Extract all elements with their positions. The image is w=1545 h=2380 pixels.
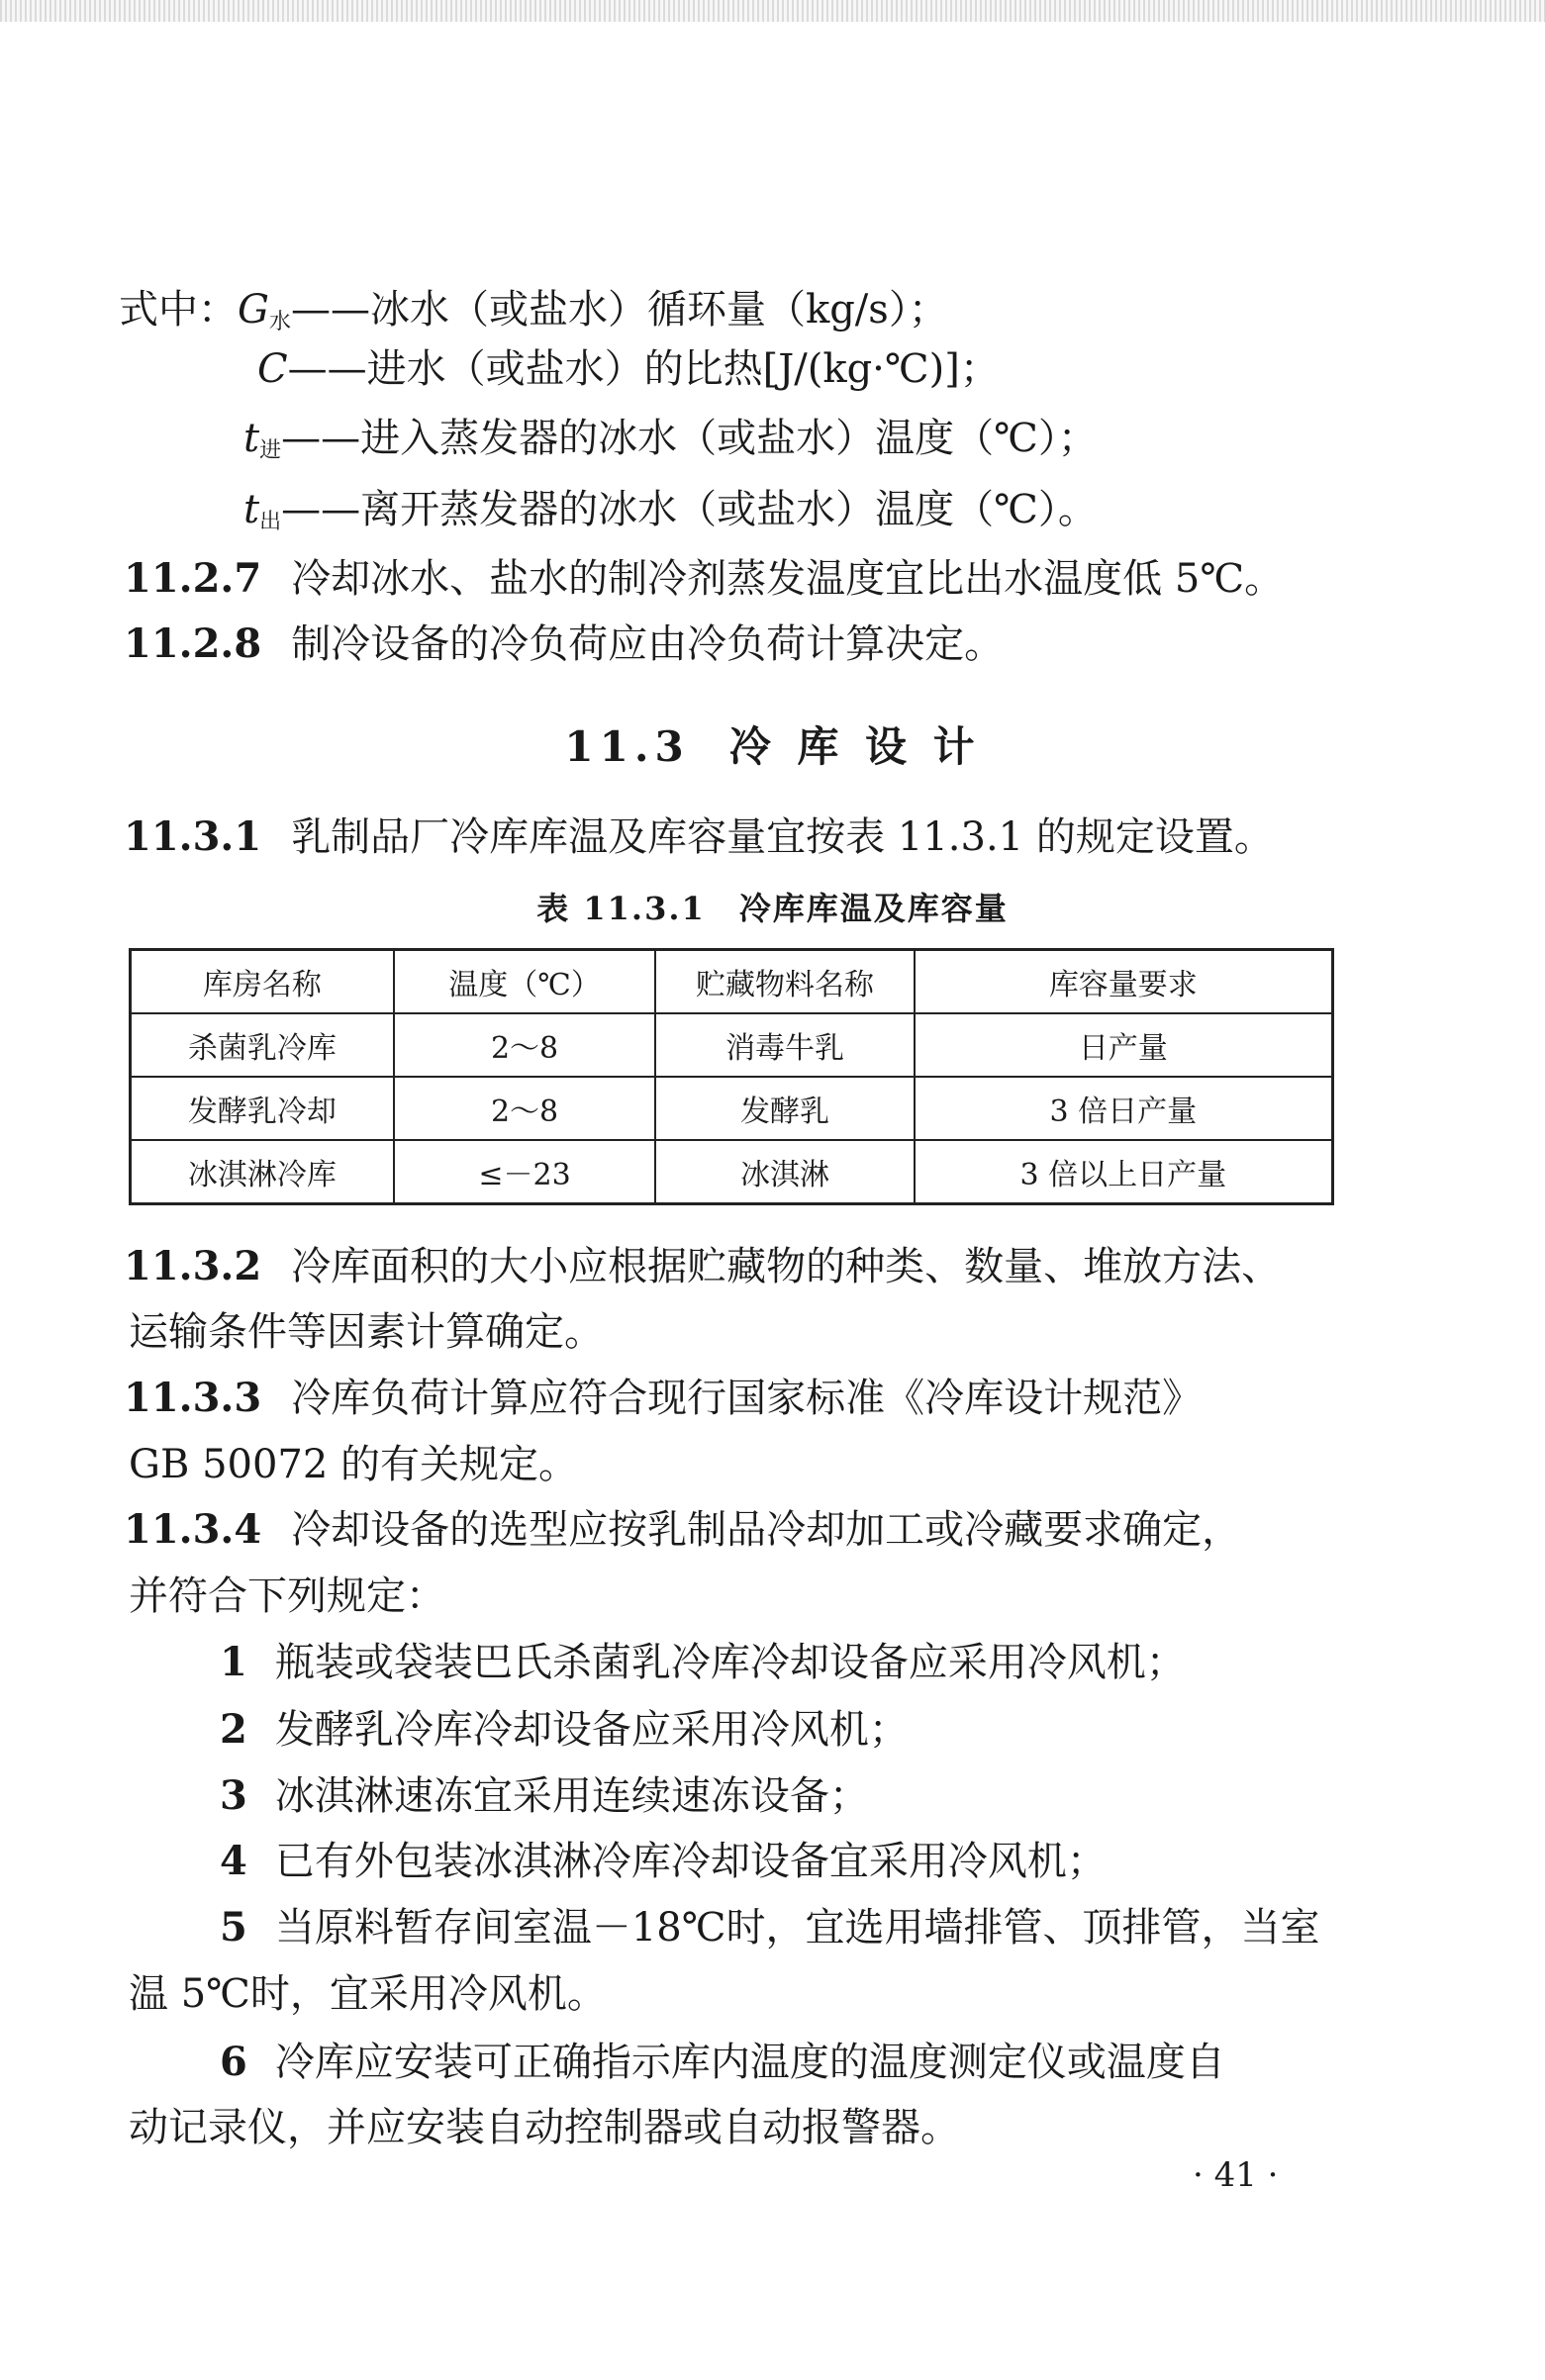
- legend-text: 冰水（或盐水）循环量（kg/s）；: [369, 287, 948, 333]
- table-cell: 冰淇淋冷库: [131, 1140, 394, 1204]
- table-row: [131, 1013, 1333, 1077]
- clause-text: GB 50072 的有关规定。: [129, 1442, 579, 1487]
- clause-text: 冷库负荷计算应符合现行国家标准《冷库设计规范》: [291, 1376, 1203, 1421]
- clause-number: 11.2.7: [124, 555, 262, 602]
- clause-11-3-1: [124, 809, 1274, 865]
- item-text: 冰淇淋速冻宜采用连续速冻设备；: [274, 1773, 869, 1819]
- table-header-row: [131, 950, 1333, 1014]
- table-cell: 2～8: [394, 1077, 656, 1140]
- table-cell: 发酵乳: [655, 1077, 914, 1140]
- item-text: 冷库应安装可正确指示库内温度的温度测定仪或温度自: [274, 2040, 1225, 2085]
- legend-dash: ——: [281, 416, 361, 461]
- legend-text: 离开蒸发器的冰水（或盐水）温度（℃）。: [360, 487, 1098, 532]
- header-cell: 贮藏物料名称: [655, 950, 914, 1014]
- legend-subscript: 进: [259, 438, 282, 463]
- list-item-cont: [129, 2100, 960, 2155]
- clause-11-3-3-cont: [129, 1437, 578, 1492]
- legend-dash: ——: [290, 287, 370, 333]
- list-item-cont: [129, 1966, 607, 2022]
- formula-legend-row-2: [257, 341, 1000, 397]
- table-cell: 3 倍以上日产量: [915, 1140, 1333, 1204]
- formula-legend-row-3: [243, 411, 1098, 479]
- clause-text: 冷却冰水、盐水的制冷剂蒸发温度宜比出水温度低 5℃。: [291, 556, 1285, 602]
- item-number: 5: [220, 1904, 247, 1951]
- legend-symbol: G: [238, 287, 269, 333]
- item-number: 3: [220, 1772, 247, 1819]
- legend-subscript: 出: [259, 510, 282, 534]
- legend-subscript: 水: [268, 310, 291, 334]
- legend-symbol: C: [257, 346, 288, 392]
- item-number: 4: [220, 1838, 247, 1884]
- header-cell: 库容量要求: [915, 950, 1333, 1014]
- table-cell: 发酵乳冷却: [131, 1077, 394, 1140]
- item-text: 瓶装或袋装巴氏杀菌乳冷库冷却设备应采用冷风机；: [274, 1640, 1186, 1685]
- clause-number: 11.3.2: [124, 1243, 262, 1289]
- list-item: [220, 1635, 1186, 1690]
- clause-number: 11.2.8: [124, 620, 262, 667]
- clause-11-3-2-cont: [129, 1304, 604, 1360]
- item-text: 已有外包装冰淇淋冷库冷却设备宜采用冷风机；: [274, 1839, 1107, 1884]
- legend-text: 进水（或盐水）的比热[J/(kg·℃)]；: [366, 346, 1000, 392]
- clause-number: 11.3.1: [124, 813, 262, 860]
- table-cell: 杀菌乳冷库: [131, 1013, 394, 1077]
- legend-dash: ——: [281, 487, 361, 532]
- legend-dash: ——: [287, 346, 367, 392]
- list-item: [220, 2035, 1225, 2090]
- storage-table: [129, 948, 1334, 1205]
- legend-intro: 式中：: [119, 287, 238, 333]
- clause-11-3-2: [124, 1239, 1281, 1294]
- item-number: 6: [220, 2039, 247, 2085]
- table-cell: 消毒牛乳: [655, 1013, 914, 1077]
- clause-11-2-8: [124, 617, 1004, 672]
- table-row: [131, 1077, 1333, 1140]
- clause-number: 11.3.3: [124, 1375, 262, 1421]
- clause-11-3-3: [124, 1371, 1202, 1426]
- item-number: 2: [220, 1706, 247, 1753]
- formula-legend-row-4: [243, 482, 1098, 550]
- clause-number: 11.3.4: [124, 1506, 262, 1553]
- table-cell: 冰淇淋: [655, 1140, 914, 1204]
- item-text: 动记录仪，并应安装自动控制器或自动报警器。: [129, 2105, 960, 2150]
- table-cell: 3 倍日产量: [915, 1077, 1333, 1140]
- item-number: 1: [220, 1639, 247, 1685]
- item-text: 发酵乳冷库冷却设备应采用冷风机；: [274, 1707, 909, 1753]
- section-number: 11.3: [564, 722, 690, 771]
- item-text: 当原料暂存间室温－18℃时，宜选用墙排管、顶排管，当室: [274, 1905, 1320, 1951]
- legend-symbol: t: [243, 416, 260, 461]
- table-row: [131, 1140, 1333, 1204]
- header-cell: 温度（℃）: [394, 950, 656, 1014]
- table-caption: 表 11.3.1 冷库库温及库容量: [536, 890, 1009, 927]
- item-text: 温 5℃时，宜采用冷风机。: [129, 1971, 607, 2017]
- clause-11-3-4: [124, 1502, 1241, 1558]
- table-cell: 2～8: [394, 1013, 656, 1077]
- clause-text: 运输条件等因素计算确定。: [129, 1309, 604, 1355]
- formula-legend-row-1: [119, 282, 948, 350]
- list-item: [220, 1834, 1107, 1889]
- section-title: 冷 库 设 计: [728, 722, 981, 771]
- header-cell: 库房名称: [131, 950, 394, 1014]
- clause-11-3-4-cont: [129, 1569, 445, 1624]
- legend-symbol: t: [243, 487, 260, 532]
- clause-text: 制冷设备的冷负荷应由冷负荷计算决定。: [291, 621, 1005, 667]
- table-cell: ≤－23: [394, 1140, 656, 1204]
- section-heading: [0, 714, 1545, 774]
- clause-text: 冷库面积的大小应根据贮藏物的种类、数量、堆放方法、: [291, 1244, 1282, 1289]
- table-cell: 日产量: [915, 1013, 1333, 1077]
- list-item: [220, 1768, 869, 1824]
- page-number: · 41 ·: [1193, 2155, 1279, 2195]
- clause-text: 并符合下列规定：: [129, 1573, 445, 1619]
- clause-text: 冷却设备的选型应按乳制品冷却加工或冷藏要求确定，: [291, 1507, 1242, 1553]
- legend-text: 进入蒸发器的冰水（或盐水）温度（℃）；: [360, 416, 1098, 461]
- clause-11-2-7: [124, 551, 1284, 607]
- clause-text: 乳制品厂冷库库温及库容量宜按表 11.3.1 的规定设置。: [291, 814, 1274, 860]
- list-item: [220, 1900, 1320, 1955]
- list-item: [220, 1702, 909, 1758]
